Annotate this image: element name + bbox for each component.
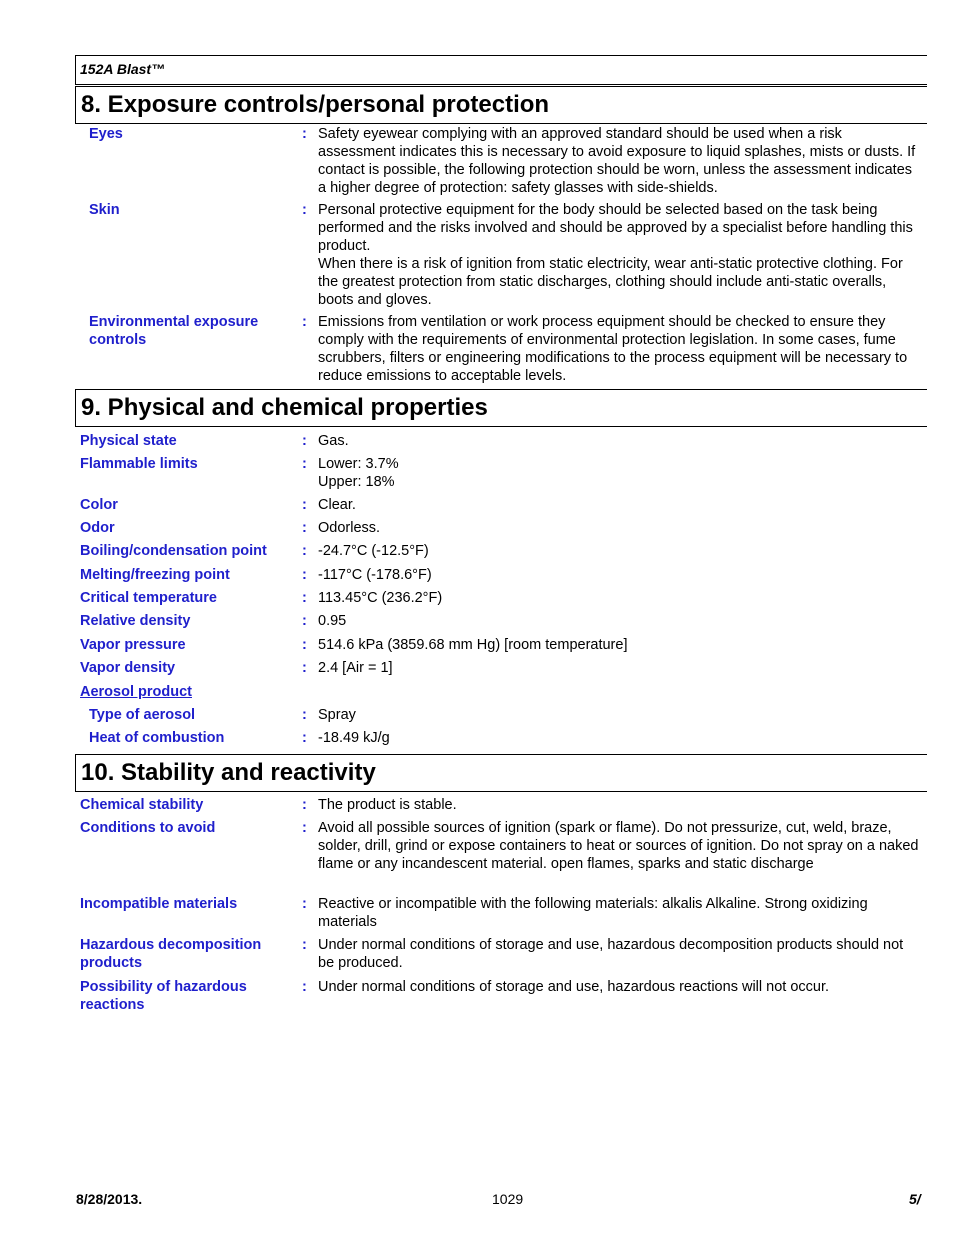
label-vapor-density: Vapor density <box>80 660 176 676</box>
label-skin: Skin <box>89 202 120 218</box>
colon: : <box>302 820 307 836</box>
colon: : <box>302 797 307 813</box>
label-flammable-limits: Flammable limits <box>80 456 198 472</box>
value-physical-state: Gas. <box>318 433 349 449</box>
value-melting-point: -117°C (-178.6°F) <box>318 567 432 583</box>
label-chemical-stability: Chemical stability <box>80 797 204 813</box>
label-color: Color <box>80 497 118 513</box>
label-critical-temperature: Critical temperature <box>80 590 217 606</box>
colon: : <box>302 613 307 629</box>
section-9-title: 9. Physical and chemical properties <box>81 394 488 421</box>
colon: : <box>302 497 307 513</box>
value-boiling-point: -24.7°C (-12.5°F) <box>318 543 429 559</box>
value-type-of-aerosol: Spray <box>318 707 356 723</box>
value-hazardous-decomposition: Under normal conditions of storage and use, hazardous decomposition products should not be produced. <box>318 937 904 971</box>
value-chemical-stability: The product is stable. <box>318 797 457 813</box>
value-eyes: Safety eyewear complying with an approved standard should be used when a risk assessment indicates this is necessary to avoid exposure to liquid splashes, mists or dusts. If contact is possible, the following protection should be worn, unless the assessment indicates a higher degree of protection: safety glasses with side-shields. <box>318 126 916 196</box>
section-9-header <box>75 389 927 427</box>
colon: : <box>302 126 307 142</box>
label-hazardous-decomposition: Hazardous decomposition products <box>80 937 262 971</box>
colon: : <box>302 456 307 472</box>
colon: : <box>302 202 307 218</box>
value-conditions-to-avoid: Avoid all possible sources of ignition (spark or flame). Do not pressurize, cut, weld, braze, solder, drill, grind or expose containers to heat or sources of ignition. Do not spray on a naked flame or any incandescent material. open flames, sparks and static discharge <box>318 820 919 872</box>
colon: : <box>302 567 307 583</box>
label-environmental-exposure: Environmental exposure controls <box>89 314 259 348</box>
label-heat-of-combustion: Heat of combustion <box>89 730 225 746</box>
colon: : <box>302 937 307 953</box>
value-hazardous-reactions: Under normal conditions of storage and use, hazardous reactions will not occur. <box>318 979 830 995</box>
value-environmental-exposure: Emissions from ventilation or work process equipment should be checked to ensure they comply with the requirements of environmental protection legislation. In some cases, fume scrubbers, filters or engineering modifications to the process equipment will be necessary to reduce emissions to acceptable levels. <box>318 314 908 384</box>
value-skin <box>318 201 923 309</box>
value-relative-density: 0.95 <box>318 613 347 629</box>
value-odor: Odorless. <box>318 520 381 536</box>
label-type-of-aerosol: Type of aerosol <box>89 707 196 723</box>
value-flammable-lower: Lower: 3.7% <box>318 456 399 472</box>
label-incompatible-materials: Incompatible materials <box>80 896 238 912</box>
label-vapor-pressure: Vapor pressure <box>80 637 186 653</box>
value-vapor-density: 2.4 [Air = 1] <box>318 660 393 676</box>
label-physical-state: Physical state <box>80 433 177 449</box>
footer-date: 8/28/2013. <box>76 1191 143 1207</box>
colon: : <box>302 520 307 536</box>
colon: : <box>302 543 307 559</box>
footer-page-number: 5/ <box>909 1191 921 1207</box>
colon: : <box>302 707 307 723</box>
section-8-header <box>75 86 927 124</box>
colon: : <box>302 433 307 449</box>
footer-doc-number: 1029 <box>492 1191 524 1207</box>
label-relative-density: Relative density <box>80 613 191 629</box>
section-10-header <box>75 754 927 792</box>
value-incompatible-materials: Reactive or incompatible with the following materials: alkalis Alkaline. Strong oxidizing materials <box>318 896 868 930</box>
value-skin-line2: When there is a risk of ignition from static electricity, wear anti-static protective clothing. For the greatest protection from static discharges, clothing should include anti-static overalls, boots and gloves. <box>318 256 903 308</box>
value-skin-line1: Personal protective equipment for the body should be selected based on the task being performed and the risks involved and should be approved by a specialist before handling this product. <box>318 202 913 254</box>
value-flammable-upper: Upper: 18% <box>318 474 395 490</box>
section-10-title: 10. Stability and reactivity <box>81 759 376 786</box>
colon: : <box>302 896 307 912</box>
colon: : <box>302 590 307 606</box>
section-8-title: 8. Exposure controls/personal protection <box>81 91 550 118</box>
label-odor: Odor <box>80 520 115 536</box>
label-eyes: Eyes <box>89 126 123 142</box>
value-vapor-pressure: 514.6 kPa (3859.68 mm Hg) [room temperature] <box>318 637 628 653</box>
label-hazardous-reactions: Possibility of hazardous reactions <box>80 979 247 1013</box>
product-name: 152A Blast™ <box>80 61 166 77</box>
value-color: Clear. <box>318 497 356 513</box>
label-melting-point: Melting/freezing point <box>80 567 230 583</box>
colon: : <box>302 979 307 995</box>
label-conditions-to-avoid: Conditions to avoid <box>80 820 216 836</box>
value-heat-of-combustion: -18.49 kJ/g <box>318 730 390 746</box>
colon: : <box>302 637 307 653</box>
label-aerosol-product: Aerosol product <box>80 684 192 700</box>
label-boiling-point: Boiling/condensation point <box>80 543 267 559</box>
colon: : <box>302 730 307 746</box>
value-critical-temperature: 113.45°C (236.2°F) <box>318 590 443 606</box>
colon: : <box>302 314 307 330</box>
value-flammable-limits <box>318 455 923 491</box>
document-header <box>75 55 927 85</box>
colon: : <box>302 660 307 676</box>
